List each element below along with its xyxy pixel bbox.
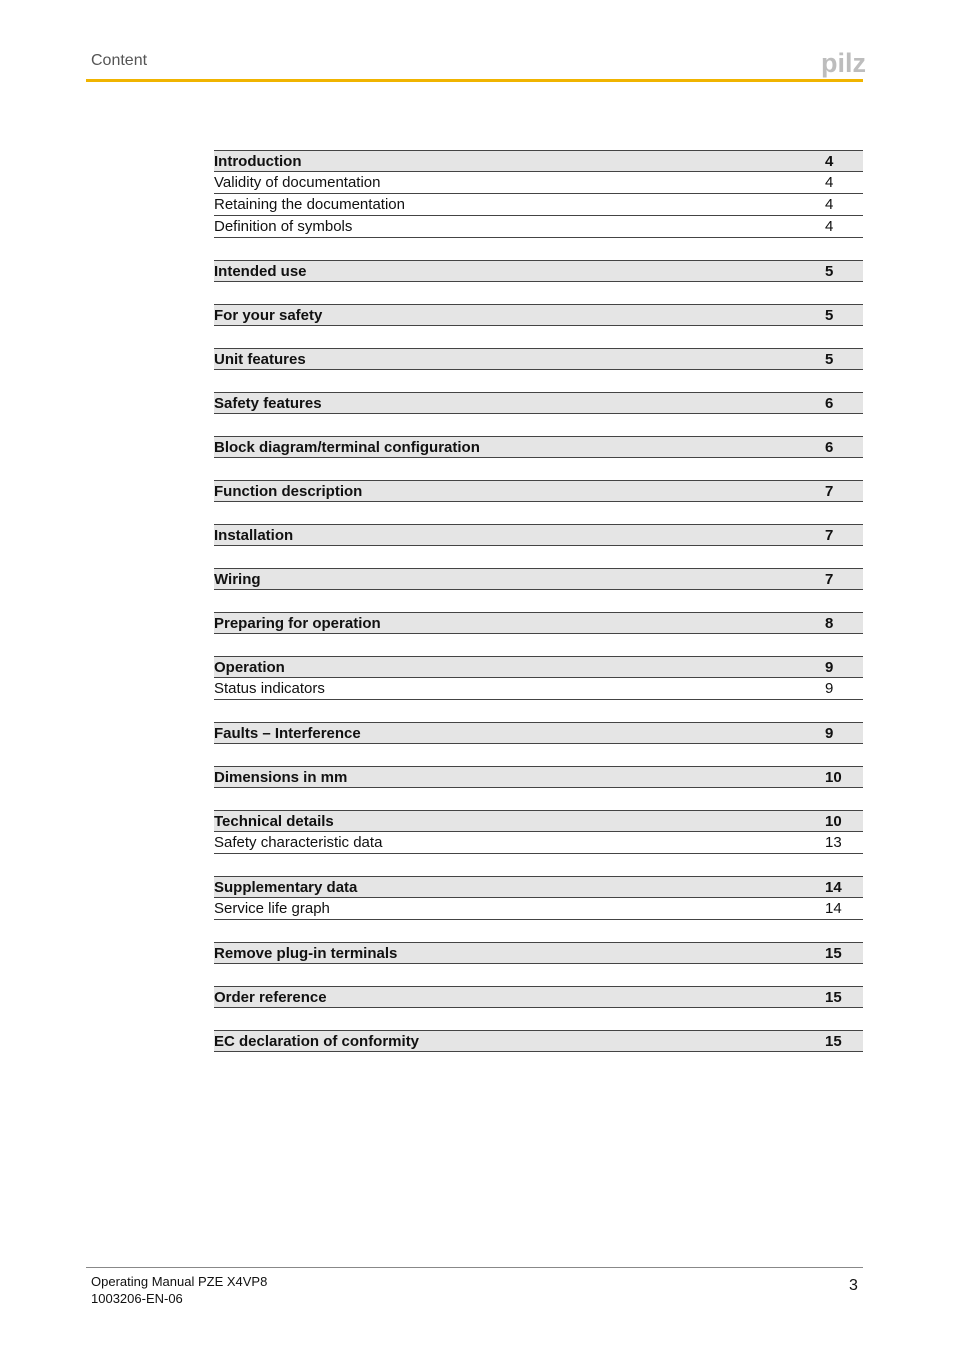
toc-section-row-title: Definition of symbols [214, 218, 353, 235]
toc-chapter-row-page: 5 [825, 351, 834, 368]
toc-chapter-row-title: Safety features [214, 395, 322, 412]
header-divider [86, 79, 863, 82]
toc-chapter-row-page: 15 [825, 945, 842, 962]
toc-group [214, 436, 863, 458]
toc-chapter-row-title: Unit features [214, 351, 306, 368]
toc-chapter-row-title: Supplementary data [214, 879, 358, 896]
toc-group [214, 656, 863, 700]
toc-group [214, 942, 863, 964]
toc-chapter-row[interactable] [214, 260, 863, 282]
toc-chapter-row-title: Technical details [214, 813, 334, 830]
toc-section-row-title: Safety characteristic data [214, 834, 383, 851]
toc-chapter-row-page: 15 [825, 989, 842, 1006]
section-label: Content [91, 52, 148, 69]
toc-chapter-row[interactable] [214, 348, 863, 370]
toc-chapter-row[interactable] [214, 436, 863, 458]
toc-chapter-row-page: 7 [825, 571, 834, 588]
toc-group [214, 810, 863, 854]
toc-chapter-row-page: 7 [825, 483, 834, 500]
toc-chapter-row-title: Dimensions in mm [214, 769, 348, 786]
toc-group [214, 150, 863, 238]
toc-chapter-row[interactable] [214, 480, 863, 502]
toc-section-row[interactable] [214, 678, 863, 700]
toc-section-row-page: 14 [825, 900, 842, 917]
toc-chapter-row-page: 8 [825, 615, 834, 632]
toc-chapter-row-page: 6 [825, 439, 834, 456]
toc-group [214, 722, 863, 744]
toc-chapter-row-page: 10 [825, 769, 842, 786]
toc-section-row-page: 4 [825, 218, 834, 235]
footer-document-number: 1003206-EN-06 [91, 1291, 183, 1306]
toc-section-row[interactable] [214, 172, 863, 194]
toc-group [214, 876, 863, 920]
toc-section-row-page: 9 [825, 680, 834, 697]
toc-chapter-row-page: 5 [825, 263, 834, 280]
toc-section-row[interactable] [214, 216, 863, 238]
toc-section-row[interactable] [214, 898, 863, 920]
footer-document-info [91, 1273, 267, 1307]
toc-chapter-row-page: 15 [825, 1033, 842, 1050]
toc-chapter-row-title: Operation [214, 659, 285, 676]
toc-chapter-row[interactable] [214, 656, 863, 678]
toc-group [214, 260, 863, 282]
toc-chapter-row-page: 7 [825, 527, 834, 544]
toc-chapter-row-page: 6 [825, 395, 834, 412]
toc-chapter-row[interactable] [214, 1030, 863, 1052]
toc-section-row[interactable] [214, 194, 863, 216]
toc-chapter-row-page: 14 [825, 879, 842, 896]
toc-chapter-row-page: 4 [825, 153, 834, 170]
toc-chapter-row[interactable] [214, 986, 863, 1008]
toc-chapter-row-title: Remove plug-in terminals [214, 945, 398, 962]
toc-section-row-title: Retaining the documentation [214, 196, 405, 213]
toc-section-row-title: Status indicators [214, 680, 325, 697]
toc-chapter-row-page: 10 [825, 813, 842, 830]
footer-manual-title: Operating Manual PZE X4VP8 [91, 1274, 268, 1289]
toc-chapter-row[interactable] [214, 524, 863, 546]
toc-chapter-row-title: Faults – Interference [214, 725, 361, 742]
toc-chapter-row-title: Installation [214, 527, 294, 544]
toc-chapter-row-title: EC declaration of conformity [214, 1033, 420, 1050]
toc-group [214, 348, 863, 370]
footer-divider [86, 1267, 863, 1268]
toc-section-row-page: 4 [825, 174, 834, 191]
toc-chapter-row[interactable] [214, 150, 863, 172]
toc-group [214, 304, 863, 326]
toc-chapter-row[interactable] [214, 304, 863, 326]
toc-chapter-row-title: For your safety [214, 307, 323, 324]
toc-group [214, 568, 863, 590]
toc-chapter-row-title: Order reference [214, 989, 327, 1006]
toc-chapter-row[interactable] [214, 942, 863, 964]
toc-chapter-row[interactable] [214, 876, 863, 898]
toc-chapter-row[interactable] [214, 612, 863, 634]
toc-chapter-row-page: 9 [825, 725, 834, 742]
toc-chapter-row[interactable] [214, 392, 863, 414]
toc-chapter-row-page: 9 [825, 659, 834, 676]
toc-section-row-page: 13 [825, 834, 842, 851]
toc-chapter-row[interactable] [214, 722, 863, 744]
toc-chapter-row-title: Function description [214, 483, 363, 500]
toc-group [214, 480, 863, 502]
toc-group [214, 1030, 863, 1052]
toc-chapter-row[interactable] [214, 810, 863, 832]
toc-chapter-row-title: Block diagram/terminal configuration [214, 439, 480, 456]
toc-group [214, 524, 863, 546]
toc-group [214, 612, 863, 634]
toc-chapter-row[interactable] [214, 568, 863, 590]
toc-group [214, 766, 863, 788]
toc-section-row-title: Service life graph [214, 900, 330, 917]
table-of-contents [214, 150, 863, 1074]
toc-chapter-row-title: Preparing for operation [214, 615, 381, 632]
toc-chapter-row-title: Intended use [214, 263, 307, 280]
pilz-logo-icon: pilz [821, 48, 866, 78]
toc-group [214, 392, 863, 414]
page-number: 3 [849, 1277, 858, 1294]
toc-section-row-page: 4 [825, 196, 834, 213]
toc-section-row[interactable] [214, 832, 863, 854]
toc-group [214, 986, 863, 1008]
toc-chapter-row-page: 5 [825, 307, 834, 324]
toc-chapter-row-title: Wiring [214, 571, 261, 588]
toc-section-row-title: Validity of documentation [214, 174, 381, 191]
toc-chapter-row[interactable] [214, 766, 863, 788]
toc-chapter-row-title: Introduction [214, 153, 302, 170]
